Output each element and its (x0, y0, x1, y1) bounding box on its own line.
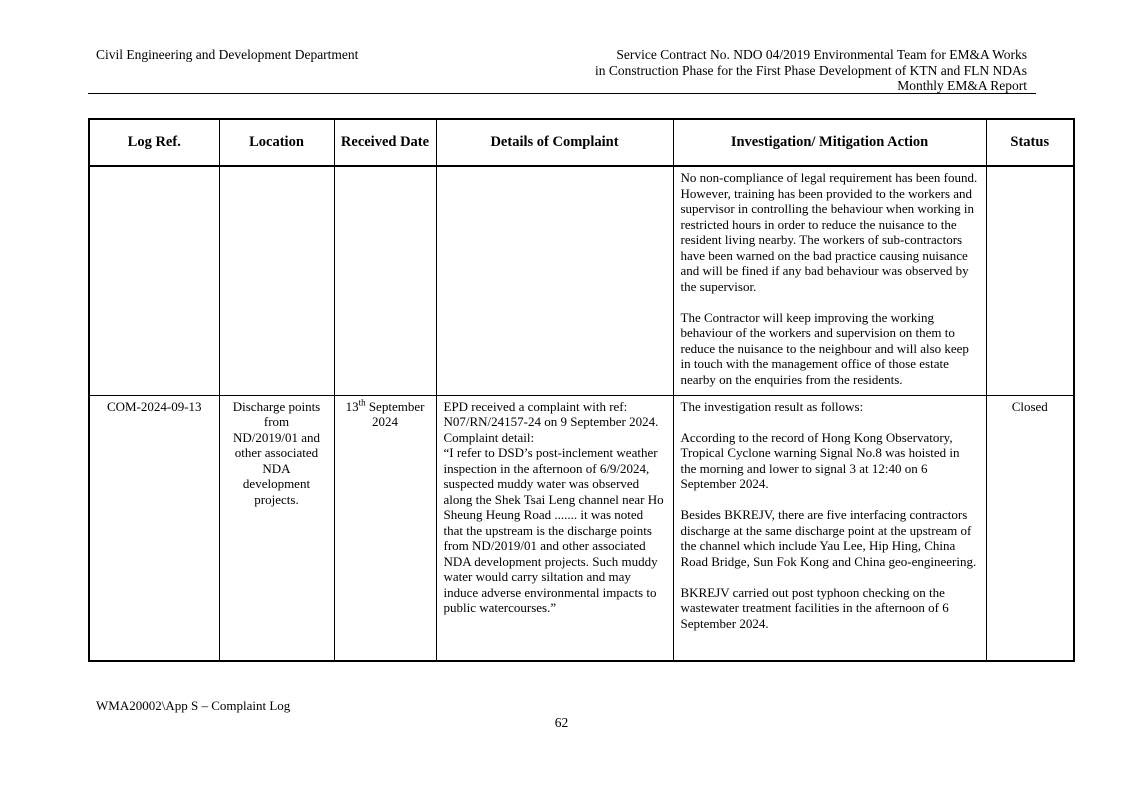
column-header-status: Status (986, 119, 1074, 166)
column-header-log-ref: Log Ref. (89, 119, 219, 166)
table-row-continuation (89, 166, 1074, 395)
cell-details (436, 166, 673, 395)
received-date-line2: 2024 (372, 414, 398, 429)
page-number: 62 (554, 715, 569, 730)
cell-status (986, 166, 1074, 395)
received-date-day: 13 (345, 398, 359, 414)
location-line: from (263, 414, 290, 429)
investigation-paragraph: No non-compliance of legal requirement has been found. However, training has been provided to the workers and supervisor in controlling the behaviour when working in restricted hours in order to reduce the nuisance to the resident living nearby. The workers of sub-contractors have been warned on the bad practice causing nuisance and will be fined if any bad behaviour was observed by the supervisor. (680, 170, 978, 294)
location-line: ND/2019/01 and (232, 429, 321, 445)
footer-doc-ref: WMA20002\App S – Complaint Log (96, 698, 291, 713)
cell-investigation (673, 395, 986, 661)
details-paragraph: Complaint detail: (443, 429, 535, 445)
location-line: projects. (254, 491, 299, 507)
header-contract-block (595, 47, 1027, 94)
column-header-details: Details of Complaint (436, 119, 673, 166)
cell-details (436, 395, 673, 661)
details-paragraph: “I refer to DSD’s post-inclement weather inspection in the afternoon of 6/9/2024, suspected muddy water was observed along the Shek Tsai Leng channel near Ho Sheung Heung Road ....... it was noted that the upstream is the discharge points from ND/2019/01 and other associated NDA development projects. Such muddy water would carry siltation and may induce adverse environmental impacts to public watercourses.” (443, 445, 664, 615)
header-rule (88, 93, 1036, 94)
cell-received-date (334, 395, 436, 661)
table-row-com-2024-09-13 (89, 395, 1074, 661)
investigation-paragraph: The investigation result as follows: (680, 398, 864, 414)
cell-received-date (334, 166, 436, 395)
cell-location (219, 395, 334, 661)
investigation-paragraph: BKREJV carried out post typhoon checking on the wastewater treatment facilities in the afternoon of 6 September 2024. (680, 584, 949, 631)
location-line: other associated (234, 445, 319, 460)
location-line: development (242, 476, 311, 491)
cell-log-ref (89, 166, 219, 395)
investigation-paragraph: According to the record of Hong Kong Observatory, Tropical Cyclone warning Signal No.8 was hoisted in the morning and lower to signal 3 at 12:40 on 6 September 2024. (680, 429, 960, 491)
location-line: Discharge points (232, 398, 321, 414)
cell-location (219, 166, 334, 395)
received-date-month: September (365, 398, 425, 414)
header-department: Civil Engineering and Development Department (96, 47, 359, 62)
cell-log-ref: COM-2024-09-13 (89, 395, 219, 661)
cell-status: Closed (986, 395, 1074, 661)
header-contract-line2: in Construction Phase for the First Phase Development of KTN and FLN NDAs (595, 62, 1027, 78)
column-header-location: Location (219, 119, 334, 166)
investigation-paragraph: Besides BKREJV, there are five interfacing contractors discharge at the same discharge point at the upstream of the channel which include Yau Lee, Hip Hing, China Road Bridge, Sun Fok Kong and China geo-engineering. (680, 507, 977, 569)
received-date-ordinal: th (358, 397, 366, 408)
complaint-log-table (88, 118, 1075, 662)
location-line: NDA (262, 460, 291, 476)
table-header-row (89, 119, 1074, 166)
investigation-paragraph: The Contractor will keep improving the working behaviour of the workers and supervision on them to reduce the nuisance to the neighbour and will also keep in touch with the management office of those estate nearby on the enquiries from the residents. (680, 309, 969, 387)
cell-investigation (673, 166, 986, 395)
column-header-investigation: Investigation/ Mitigation Action (673, 119, 986, 166)
details-paragraph: EPD received a complaint with ref: N07/RN/24157-24 on 9 September 2024. (443, 398, 659, 429)
received-date-line1 (342, 399, 429, 415)
header-contract-line1: Service Contract No. NDO 04/2019 Environmental Team for EM&A Works (616, 47, 1027, 62)
header-report-title: Monthly EM&A Report (897, 78, 1027, 93)
column-header-received-date: Received Date (334, 119, 436, 166)
